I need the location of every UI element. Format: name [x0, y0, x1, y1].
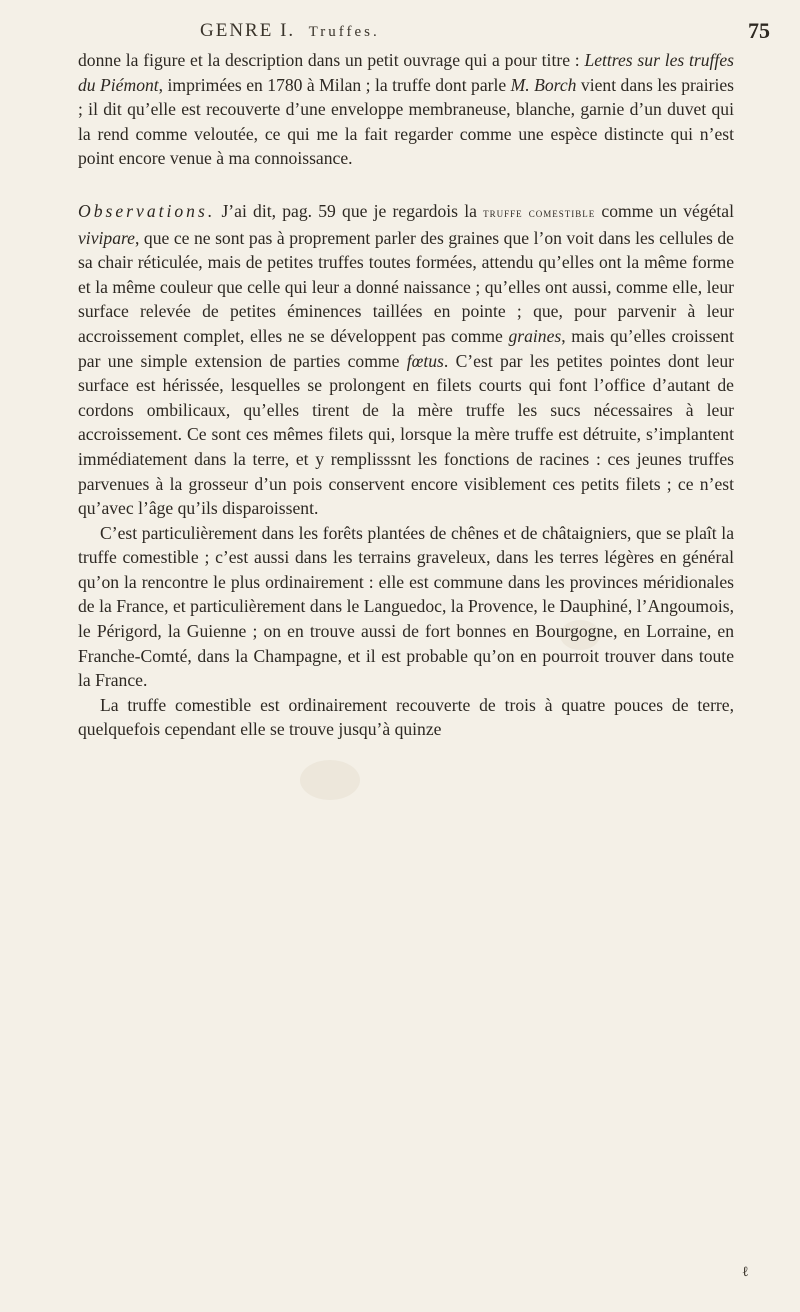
paragraph-1 — [78, 48, 734, 171]
text-run: comme un végétal — [595, 200, 734, 221]
paragraph-4: La truffe comestible est ordinairement recouverte de trois à quatre pouces de terre, quelquefois cependant elle se trouve jusqu’à quinze — [78, 694, 734, 740]
text-run: vient dans les prairies ; il dit qu’elle est recouverte d’une enveloppe membraneuse, blanche, garnie d’un duvet qui la rend comme veloutée, ce qui me la fait regarder comme une espèce distincte qui n’est point encore venue à ma connoissance. — [78, 74, 734, 169]
book-title: Lettres sur les truffes du Piémont — [78, 50, 734, 95]
text-run: , mais qu’elles croissent par une simple extension de parties comme — [78, 325, 734, 371]
paragraph-3: C’est particulièrement dans les forêts plantées de chênes et de châtaigniers, que se plaît la truffe comestible ; c’est aussi dans les terrains graveleux, dans les terres légères en général qu’on la rencontre le plus ordinairement : elle est commune dans les provinces méridionales de la France, et particulièrement dans le Languedoc, la Provence, le Dauphiné, l’Angoumois, le Périgord, la Guienne ; on en trouve aussi de fort bonnes en Bourgogne, en Lorraine, en Franche-Comté, dans la Champagne, et il est probable qu’on en pourroit trouver dans toute la France. — [78, 522, 734, 691]
author-name: M. Borch — [510, 74, 577, 95]
stray-ink-mark: ℓ — [742, 1264, 749, 1280]
body-text — [78, 48, 734, 742]
text-run: , que ce ne sont pas à proprement parler des graines que l’on voit dans les cellules de sa chair réticulée, mais de petites truffes toutes formées, attendu qu’elles ont la même forme et la même couleur que celle qui leur a donné naissance ; qu’elles ont aussi, comme elle, leur surface relevée de petites éminences taillées en pointe ; que, pour parvenir à leur accroissement complet, elles ne se développent pas comme — [78, 227, 734, 346]
running-head — [0, 8, 800, 42]
emphasis: vivipare — [78, 227, 135, 248]
running-head-title — [200, 20, 380, 42]
text-run: J’ai dit, pag. 59 que je regardois la — [215, 200, 484, 221]
emphasis: graines — [508, 325, 562, 346]
page-number: 75 — [748, 18, 770, 43]
paragraph-observations — [78, 199, 734, 521]
species-name: truffe comestible — [483, 204, 596, 220]
genre-label: GENRE I. — [200, 20, 296, 41]
text-run: . C’est par les petites pointes dont leur surface est hérissée, lesquelles se prolongent en filets courts qui font l’office d’autant de cordons ombilicaux, qu’elles tirent de la mère truffe les sucs nécessaires à leur accroissement. Ce sont ces mêmes filets qui, lorsque la mère truffe est détruite, s’implantent immédiatement dans la terre, et y remplisssnt les fonctions de racines : ces jeunes truffes parvenues à la grosseur d’un pois conservent encore visiblement ces petits filets ; ce n’est qu’avec l’âge qu’ils disparoissent. — [78, 350, 734, 519]
paper-stain — [300, 760, 360, 800]
emphasis: fœtus — [406, 350, 444, 371]
text-run: donne la figure et la description dans un petit ouvrage qui a pour titre : — [78, 50, 585, 70]
observations-heading: Observations. — [78, 200, 216, 221]
text-run: , imprimées en 1780 à Milan ; la truffe dont parle — [158, 74, 511, 95]
section-name: Truffes. — [308, 24, 380, 40]
